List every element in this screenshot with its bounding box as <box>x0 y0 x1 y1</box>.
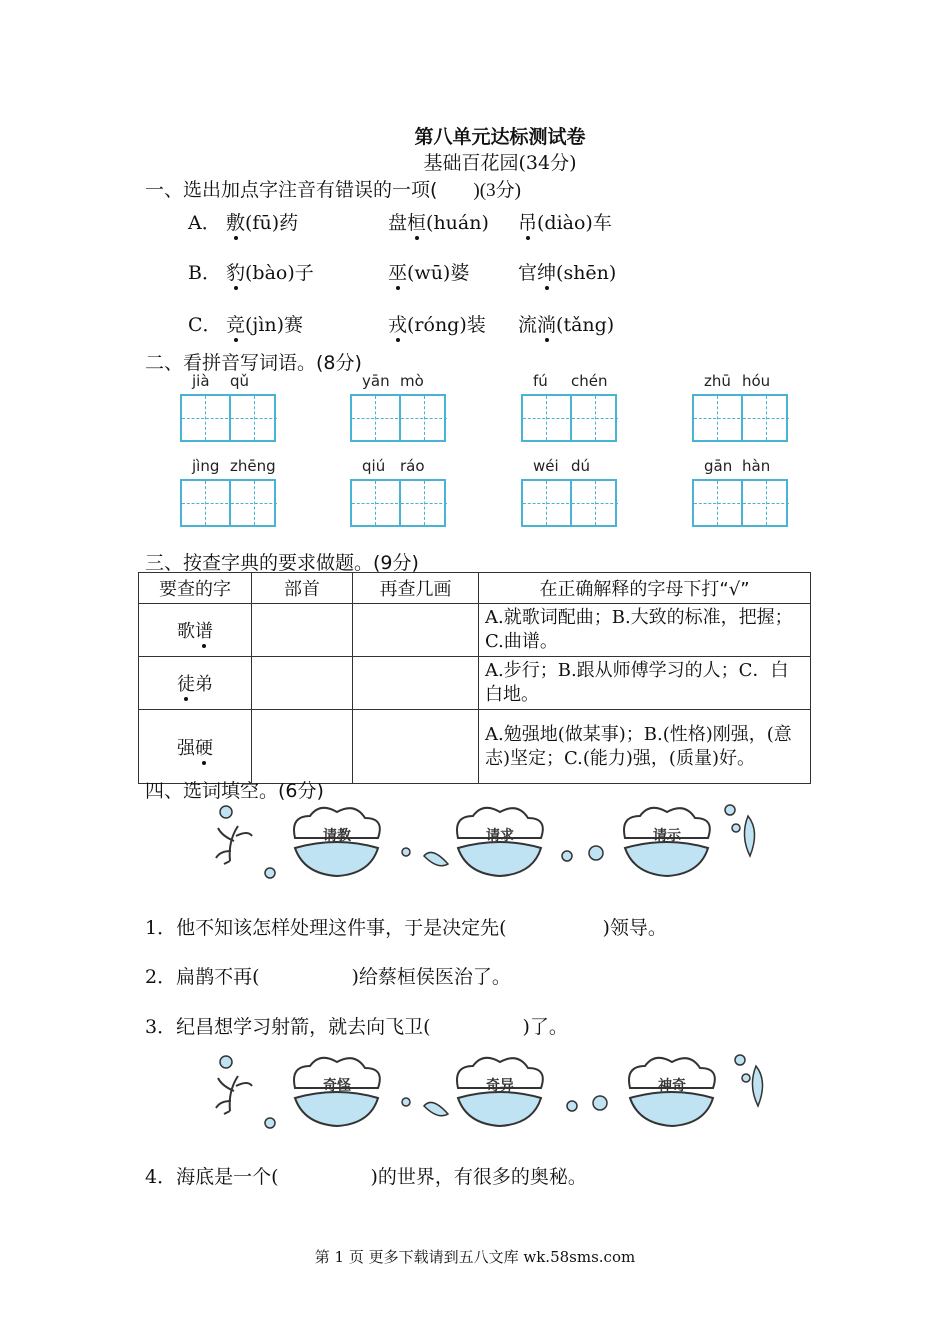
shell-card <box>457 808 543 876</box>
option-term: 巫(wū)婆 <box>388 262 470 284</box>
bubble-icon <box>402 1098 410 1106</box>
writing-cell[interactable] <box>229 481 277 525</box>
sentence-3: 3．纪昌想学习射箭，就去向飞卫( )了。 <box>145 1016 568 1038</box>
page-subtitle: 基础百花园(34分) <box>423 152 577 174</box>
writing-cell[interactable] <box>694 481 740 525</box>
tianzige-grid[interactable] <box>521 394 617 442</box>
shell-card <box>624 808 710 876</box>
word-shells-illustration-1 <box>200 796 780 886</box>
radical-cell[interactable] <box>252 710 353 784</box>
writing-cell[interactable] <box>399 396 447 440</box>
word-shells-illustration-2 <box>200 1046 780 1136</box>
leaf-icon <box>424 1102 448 1115</box>
writing-cell[interactable] <box>741 481 789 525</box>
writing-cell[interactable] <box>694 396 740 440</box>
shell-card <box>457 1058 543 1126</box>
pinyin-label: chén <box>571 372 608 390</box>
tianzige-grid[interactable] <box>692 394 788 442</box>
seaweed-icon <box>216 1076 252 1114</box>
option-term: 流淌(tǎng) <box>518 314 615 336</box>
bubble-icon <box>220 1056 232 1068</box>
option-term: 竞(jìn)赛 <box>226 314 304 336</box>
pinyin-label: mò <box>400 372 424 390</box>
bubble-icon <box>593 1096 607 1110</box>
bubble-icon <box>735 1055 745 1065</box>
bubble-icon <box>567 1101 577 1111</box>
definition-cell: A.勉强地(做某事)；B.(性格)刚强，(意志)坚定；C.(能力)强，(质量)好。 <box>479 710 811 784</box>
writing-cell[interactable] <box>182 396 228 440</box>
sentence-1: 1．他不知该怎样处理这件事，于是决定先( )领导。 <box>145 917 667 939</box>
writing-cell[interactable] <box>523 396 569 440</box>
pinyin-label: zhēng <box>230 457 276 475</box>
writing-cell[interactable] <box>399 481 447 525</box>
sentence-2: 2．扁鹊不再( )给蔡桓侯医治了。 <box>145 966 511 988</box>
pinyin-label: dú <box>571 457 591 475</box>
strokes-cell[interactable] <box>353 657 479 710</box>
writing-cell[interactable] <box>352 396 398 440</box>
bubble-icon <box>265 1118 275 1128</box>
q4-heading: 四、选词填空。(6分) <box>145 780 324 802</box>
writing-cell[interactable] <box>570 396 618 440</box>
shell-word: 奇异 <box>486 1078 514 1094</box>
definition-cell: A.就歌词配曲；B.大致的标准，把握；C.曲谱。 <box>479 604 811 657</box>
col-header: 再查几画 <box>353 573 479 604</box>
leaf-icon <box>744 816 754 856</box>
leaf-icon <box>424 852 448 865</box>
pinyin-label: gān <box>704 457 733 475</box>
table-header-row <box>139 573 811 604</box>
bubble-icon <box>265 868 275 878</box>
bubble-icon <box>742 1074 750 1082</box>
writing-cell[interactable] <box>229 396 277 440</box>
radical-cell[interactable] <box>252 604 353 657</box>
table-row <box>139 657 811 710</box>
tianzige-grid[interactable] <box>350 479 446 527</box>
bubble-icon <box>725 805 735 815</box>
option-letter: B． <box>188 262 221 284</box>
bubble-icon <box>589 846 603 860</box>
bubble-icon <box>402 848 410 856</box>
tianzige-grid[interactable] <box>350 394 446 442</box>
pinyin-label: yān <box>362 372 390 390</box>
dictionary-table <box>138 572 811 784</box>
pinyin-label: qǔ <box>230 372 250 390</box>
col-header: 部首 <box>252 573 353 604</box>
pinyin-label: wéi <box>533 457 559 475</box>
option-term: 豹(bào)子 <box>226 262 314 284</box>
writing-cell[interactable] <box>182 481 228 525</box>
option-letter: C． <box>188 314 222 336</box>
table-row <box>139 604 811 657</box>
option-letter: A． <box>188 212 221 234</box>
q1-heading: 一、选出加点字注音有错误的一项( )(3分) <box>145 179 521 201</box>
strokes-cell[interactable] <box>353 710 479 784</box>
tianzige-grid[interactable] <box>692 479 788 527</box>
tianzige-grid[interactable] <box>180 394 276 442</box>
tianzige-grid[interactable] <box>521 479 617 527</box>
page-footer: 第 1 页 更多下载请到五八文库 wk.58sms.com <box>314 1248 636 1266</box>
pinyin-label: jìng <box>192 457 220 475</box>
shell-card <box>294 1058 380 1126</box>
option-term: 戎(róng)装 <box>388 314 486 336</box>
bubble-icon <box>562 851 572 861</box>
lookup-word: 徒弟 <box>139 657 252 710</box>
pinyin-label: ráo <box>400 457 425 475</box>
bubble-icon <box>732 824 740 832</box>
pinyin-label: jià <box>192 372 210 390</box>
col-header: 在正确解释的字母下打“√” <box>479 573 811 604</box>
col-header: 要查的字 <box>139 573 252 604</box>
shell-word: 请教 <box>323 828 351 844</box>
radical-cell[interactable] <box>252 657 353 710</box>
lookup-word: 歌谱 <box>139 604 252 657</box>
shell-card <box>629 1058 715 1126</box>
tianzige-grid[interactable] <box>180 479 276 527</box>
option-term: 吊(diào)车 <box>518 212 612 234</box>
strokes-cell[interactable] <box>353 604 479 657</box>
option-term: 盘桓(huán) <box>388 212 489 234</box>
sentence-4: 4．海底是一个( )的世界，有很多的奥秘。 <box>145 1166 587 1188</box>
table-row <box>139 710 811 784</box>
writing-cell[interactable] <box>570 481 618 525</box>
seaweed-icon <box>216 826 252 864</box>
pinyin-label: zhū <box>704 372 731 390</box>
definition-cell: A.步行；B.跟从师傅学习的人；C．白白地。 <box>479 657 811 710</box>
shell-card <box>294 808 380 876</box>
pinyin-label: fú <box>533 372 548 390</box>
shell-word: 奇怪 <box>323 1078 351 1094</box>
shell-word: 请示 <box>653 828 681 844</box>
option-term: 官绅(shēn) <box>518 262 617 284</box>
option-term: 敷(fū)药 <box>226 212 299 234</box>
bubble-icon <box>220 806 232 818</box>
page-title: 第八单元达标测试卷 <box>414 126 586 148</box>
writing-cell[interactable] <box>523 481 569 525</box>
shell-word: 请求 <box>486 828 514 844</box>
lookup-word: 强硬 <box>139 710 252 784</box>
shell-word: 神奇 <box>658 1078 686 1094</box>
q3-heading: 三、按查字典的要求做题。(9分) <box>145 552 419 574</box>
writing-cell[interactable] <box>741 396 789 440</box>
writing-cell[interactable] <box>352 481 398 525</box>
pinyin-label: hàn <box>742 457 771 475</box>
q2-heading: 二、看拼音写词语。(8分) <box>145 352 362 374</box>
pinyin-label: hóu <box>742 372 771 390</box>
leaf-icon <box>752 1066 762 1106</box>
pinyin-label: qiú <box>362 457 386 475</box>
